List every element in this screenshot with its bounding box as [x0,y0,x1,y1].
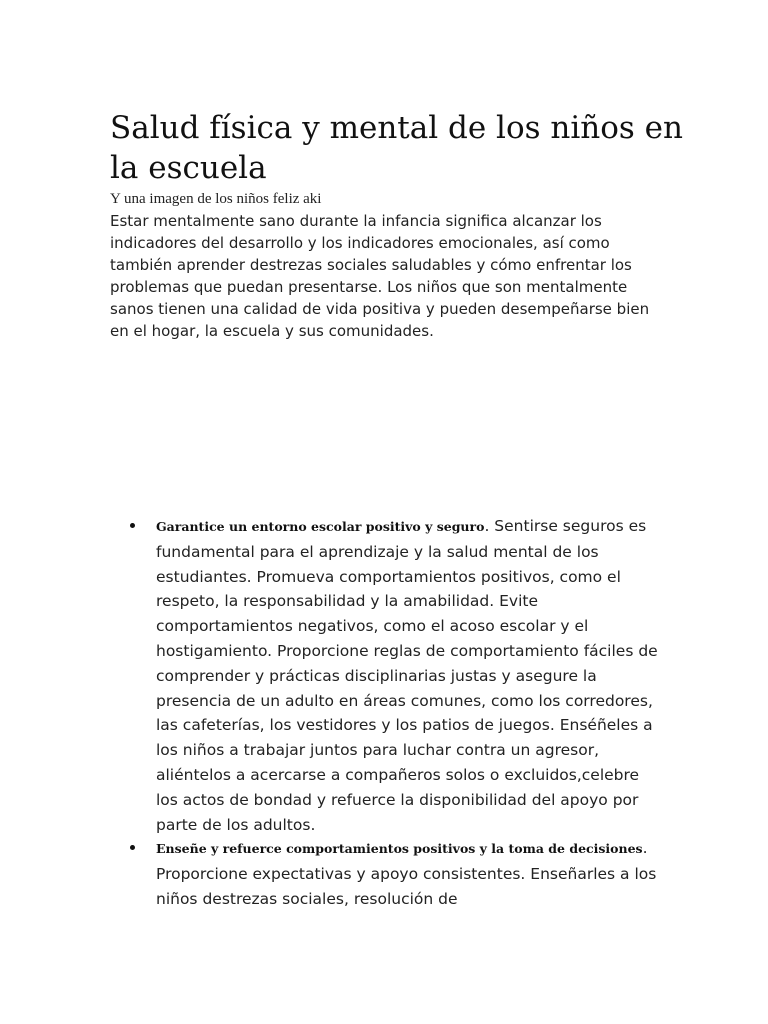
bullet-lead: Enseñe y refuerce comportamientos positivos y la toma de decisiones [156,841,643,856]
bullet-text [156,836,661,911]
intro-paragraph: Estar mentalmente sano durante la infancia significa alcanzar los indicadores del desarrollo y los indicadores emocionales, así como también aprender destrezas sociales saludables y cómo enfrentar los problemas que puedan presentarse. Los niños que son mentalmente sanos tienen una calidad de vida positiva y pueden desempeñarse bien en el hogar, la escuela y sus comunidades. [110,212,650,340]
page-title: Salud física y mental de los niños en la escuela [110,110,683,186]
subtitle: Y una imagen de los niños feliz aki [110,191,322,207]
bullet-text [156,514,661,837]
bullet-lead: Garantice un entorno escolar positivo y seguro [156,519,485,534]
bullet-body: . Proporcione expectativas y apoyo consistentes. Enseñarles a los niños destrezas sociales, resolución de [156,839,657,908]
bullet-body: . Sentirse seguros es fundamental para el aprendizaje y la salud mental de los estudiantes. Promueva comportamientos positivos, como el respeto, la responsabilidad y la amabilidad. Evite comportamientos negativos, como el acoso escolar y el hostigamiento. Proporcione reglas de comportamiento fáciles de comprender y prácticas disciplinarias justas y asegure la presencia de un adulto en áreas comunes, como los corredores, las cafeterías, los vestidores y los patios de juegos. Enséñeles a los niños a trabajar juntos para luchar contra un agresor, aliéntelos a acercarse a compañeros solos o excluidos,celebre los actos de bondad y refuerce la disponibilidad del apoyo por parte de los adultos. [156,517,658,834]
bullet-icon [130,523,135,528]
bullet-icon [130,845,135,850]
